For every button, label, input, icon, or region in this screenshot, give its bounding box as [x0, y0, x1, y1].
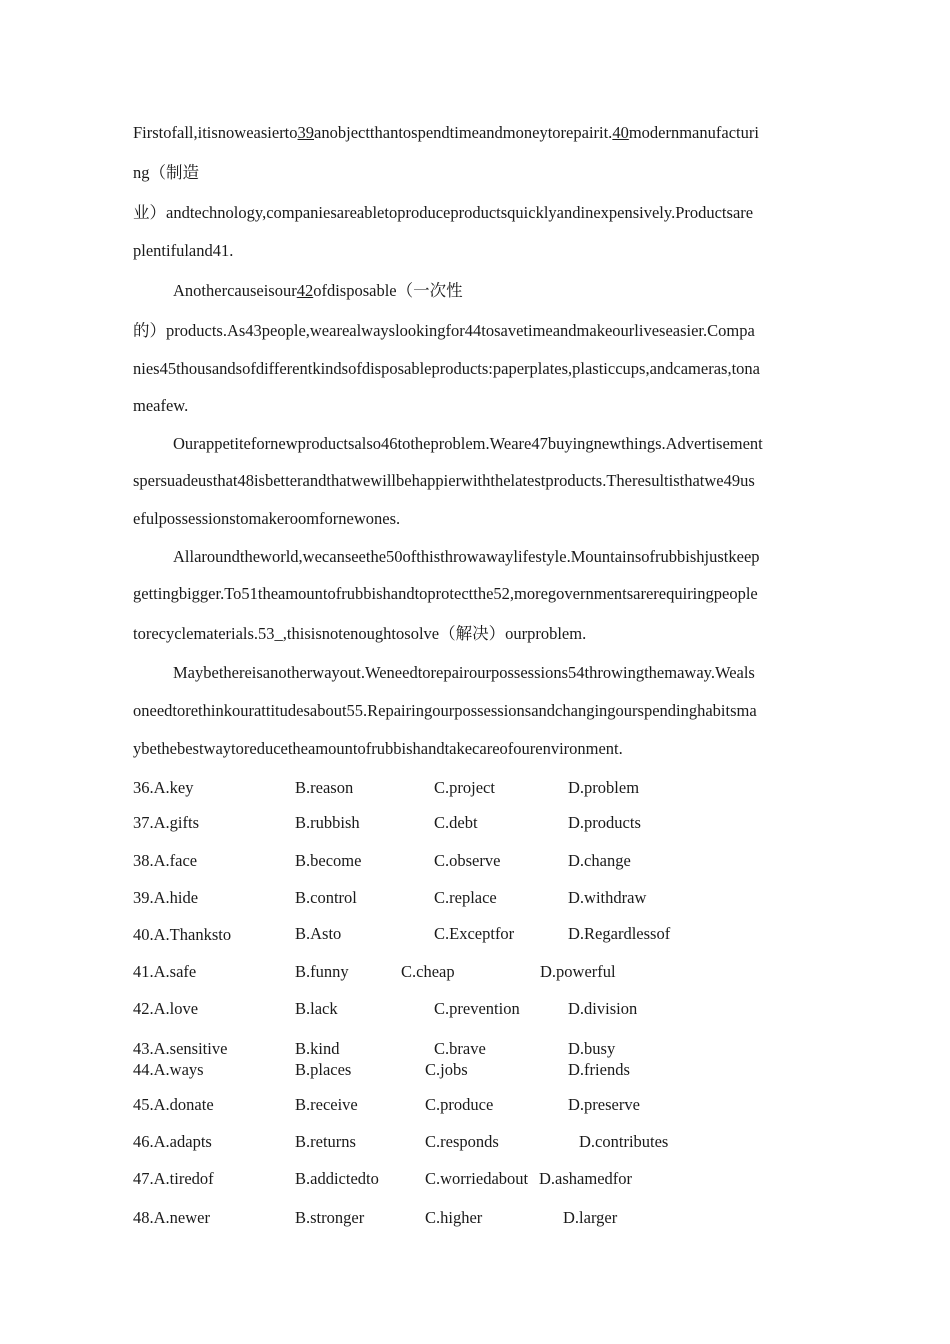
option-a: 48.A.newer [133, 1208, 210, 1227]
option-c: C.debt [434, 813, 478, 832]
option-c: C.brave [434, 1039, 486, 1058]
option-b: B.kind [295, 1039, 340, 1058]
option-d: D.change [568, 851, 631, 870]
passage-line: Maybethereisanotherwayout.Weneedtorepairourpossessions54throwingthemaway.Weals [173, 663, 755, 682]
option-d: D.preserve [568, 1095, 640, 1114]
passage-line: Allaroundtheworld,wecanseethe50ofthisthrowawaylifestyle.Mountainsofrubbishjustkeep [173, 547, 760, 566]
option-c: C.worriedabout [425, 1169, 529, 1188]
option-c: C.produce [425, 1095, 494, 1114]
option-b: B.reason [295, 778, 354, 797]
option-b: B.funny [295, 962, 349, 981]
passage-line: ybethebestwaytoreducetheamountofrubbishandtakecareofourenvironment. [133, 739, 623, 758]
passage-line: 业）andtechnology,companiesareabletoproduceproductsquicklyandinexpensively.Productsare [133, 203, 754, 222]
option-d: D.ashamedfor [539, 1169, 633, 1188]
passage-line: ng（制造 [133, 163, 199, 182]
option-c: C.jobs [425, 1060, 468, 1079]
option-d: D.withdraw [568, 888, 647, 907]
option-d: D.larger [563, 1208, 618, 1227]
option-b: B.lack [295, 999, 338, 1018]
option-b: B.returns [295, 1132, 356, 1151]
option-c: C.replace [434, 888, 497, 907]
passage-line: meafew. [133, 396, 189, 415]
option-b: B.places [295, 1060, 352, 1079]
option-d: D.problem [568, 778, 640, 797]
passage-line: nies45thousandsofdifferentkindsofdisposableproducts:paperplates,plasticcups,andcameras,tona [133, 359, 760, 378]
option-d: D.products [568, 813, 641, 832]
option-a: 42.A.love [133, 999, 199, 1018]
option-c: C.prevention [434, 999, 520, 1018]
option-a: 46.A.adapts [133, 1132, 212, 1151]
option-c: C.cheap [401, 962, 455, 981]
option-a: 36.A.key [133, 778, 194, 797]
option-a: 44.A.ways [133, 1060, 204, 1079]
option-c: C.higher [425, 1208, 483, 1227]
option-a: 38.A.face [133, 851, 198, 870]
option-b: B.Asto [295, 924, 342, 943]
option-a: 43.A.sensitive [133, 1039, 228, 1058]
option-b: B.stronger [295, 1208, 365, 1227]
passage-line: Ourappetitefornewproductsalso46totheproblem.Weare47buyingnewthings.Advertisement [173, 434, 763, 453]
option-a: 41.A.safe [133, 962, 197, 981]
option-d: D.contributes [579, 1132, 669, 1151]
option-a: 40.A.Thanksto [133, 925, 232, 944]
passage-line: gettingbigger.To51theamountofrubbishandtoprotectthe52,moregovernmentsarerequiringpeople [133, 584, 758, 603]
option-b: B.control [295, 888, 357, 907]
option-c: C.responds [425, 1132, 499, 1151]
passage-line: efulpossessionstomakeroomfornewones. [133, 509, 401, 528]
option-a: 37.A.gifts [133, 813, 199, 832]
option-d: D.Regardlessof [568, 924, 671, 943]
option-d: D.busy [568, 1039, 616, 1058]
option-c: C.observe [434, 851, 501, 870]
passage-line: 的）products.As43people,wearealwayslookingfor44tosavetimeandmakeourliveseasier.Compa [133, 321, 755, 340]
passage-line: spersuadeusthat48isbetterandthatwewillbehappierwiththelatestproducts.Theresultisthatwe49us [133, 471, 755, 490]
option-a: 39.A.hide [133, 888, 199, 907]
option-b: B.rubbish [295, 813, 360, 832]
passage-line: Anothercauseisour42ofdisposable（一次性 [173, 281, 463, 300]
option-b: B.become [295, 851, 362, 870]
passage-line: Firstofall,itisnoweasierto39anobjectthantospendtimeandmoneytorepairit.40modernmanufacturi [133, 123, 759, 142]
option-b: B.addictedto [295, 1169, 379, 1188]
option-a: 47.A.tiredof [133, 1169, 214, 1188]
blank-40: 40 [612, 123, 629, 142]
option-b: B.receive [295, 1095, 358, 1114]
option-c: C.Exceptfor [434, 924, 515, 943]
option-d: D.division [568, 999, 638, 1018]
option-d: D.powerful [540, 962, 616, 981]
option-c: C.project [434, 778, 495, 797]
blank-42: 42 [296, 281, 314, 300]
passage-line: torecyclematerials.53_,thisisnotenoughtosolve（解决）ourproblem. [133, 624, 587, 643]
passage-line: plentifuland41. [133, 241, 234, 260]
blank-39: 39 [297, 123, 315, 142]
option-a: 45.A.donate [133, 1095, 214, 1114]
passage-line: oneedtorethinkourattitudesabout55.Repairingourpossessionsandchangingourspendinghabitsma [133, 701, 757, 720]
option-d: D.friends [568, 1060, 630, 1079]
